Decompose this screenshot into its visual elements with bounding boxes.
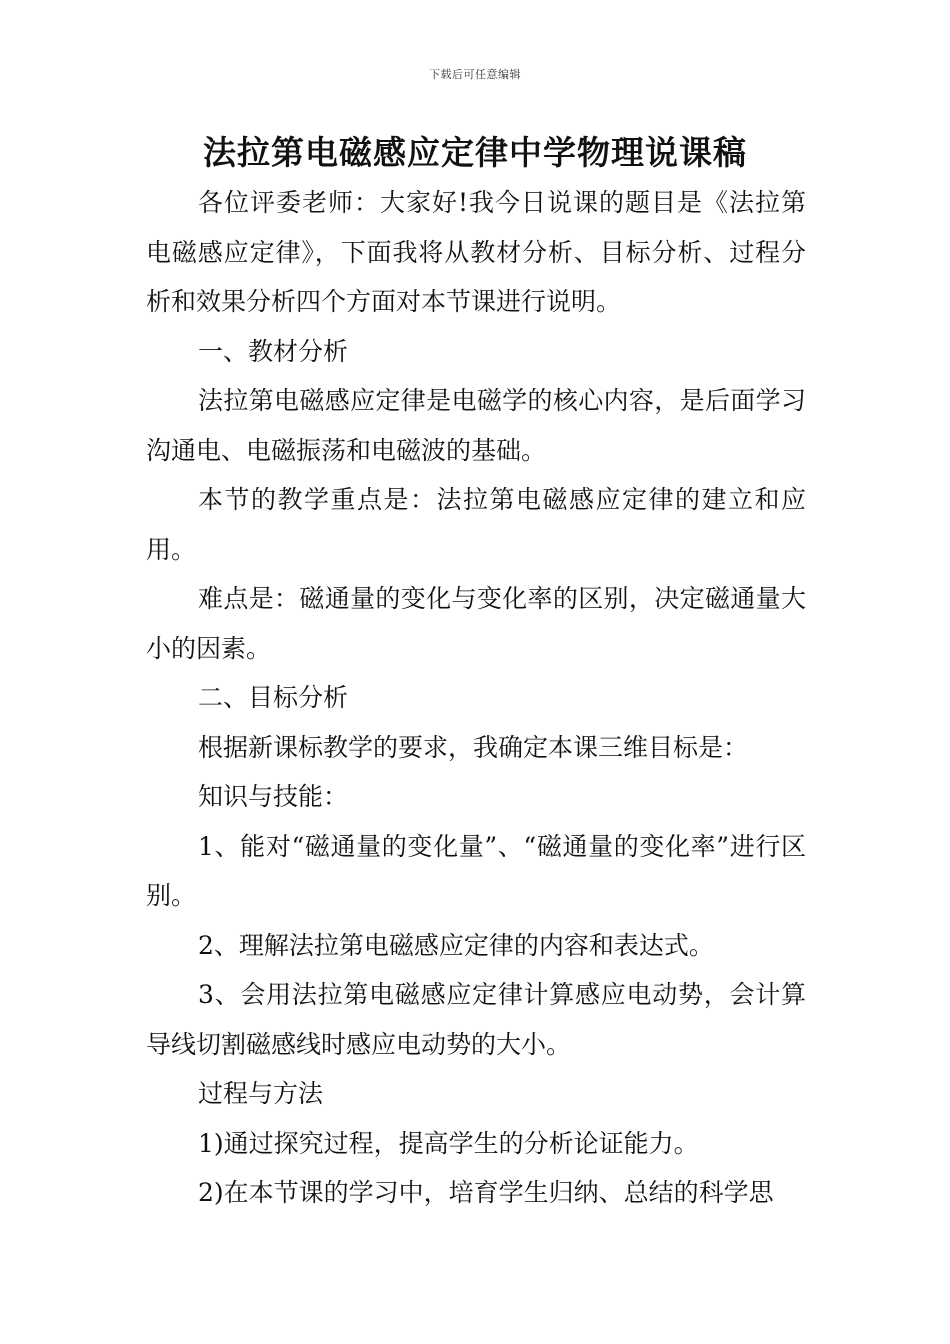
intro-paragraph: 各位评委老师：大家好!我今日说课的题目是《法拉第电磁感应定律》，下面我将从教材分析、目标分析、过程分析和效果分析四个方面对本节课进行说明。 (146, 188, 806, 316)
teaching-difficulty-paragraph: 难点是：磁通量的变化与变化率的区别，决定磁通量大小的因素。 (146, 584, 806, 663)
document-body (146, 178, 806, 1218)
list-item: 1、能对“磁通量的变化量”、“磁通量的变化率”进行区别。 (146, 831, 806, 910)
subheading-knowledge-skills: 知识与技能： (198, 782, 349, 811)
document-title: 法拉第电磁感应定律中学物理说课稿 (203, 133, 747, 172)
subheading-process-methods: 过程与方法 (198, 1079, 324, 1108)
list-item: 2)在本节课的学习中，培育学生归纳、总结的科学思 (198, 1178, 774, 1207)
goal-intro-paragraph: 根据新课标教学的要求，我确定本课三维目标是： (198, 732, 749, 762)
section-heading-textbook-analysis: 一、教材分析 (198, 336, 349, 366)
section-heading-goal-analysis: 二、目标分析 (198, 683, 349, 712)
list-item: 1)通过探究过程，提高学生的分析论证能力。 (198, 1128, 699, 1158)
list-item: 2、理解法拉第电磁感应定律的内容和表达式。 (198, 930, 714, 960)
header-note: 下载后可任意编辑 (429, 68, 521, 81)
list-item: 3、会用法拉第电磁感应定律计算感应电动势，会计算导线切割磁感线时感应电动势的大小。 (146, 980, 806, 1059)
textbook-analysis-paragraph: 法拉第电磁感应定律是电磁学的核心内容，是后面学习沟通电、电磁振荡和电磁波的基础。 (146, 386, 806, 465)
teaching-focus-paragraph: 本节的教学重点是：法拉第电磁感应定律的建立和应用。 (146, 485, 806, 564)
